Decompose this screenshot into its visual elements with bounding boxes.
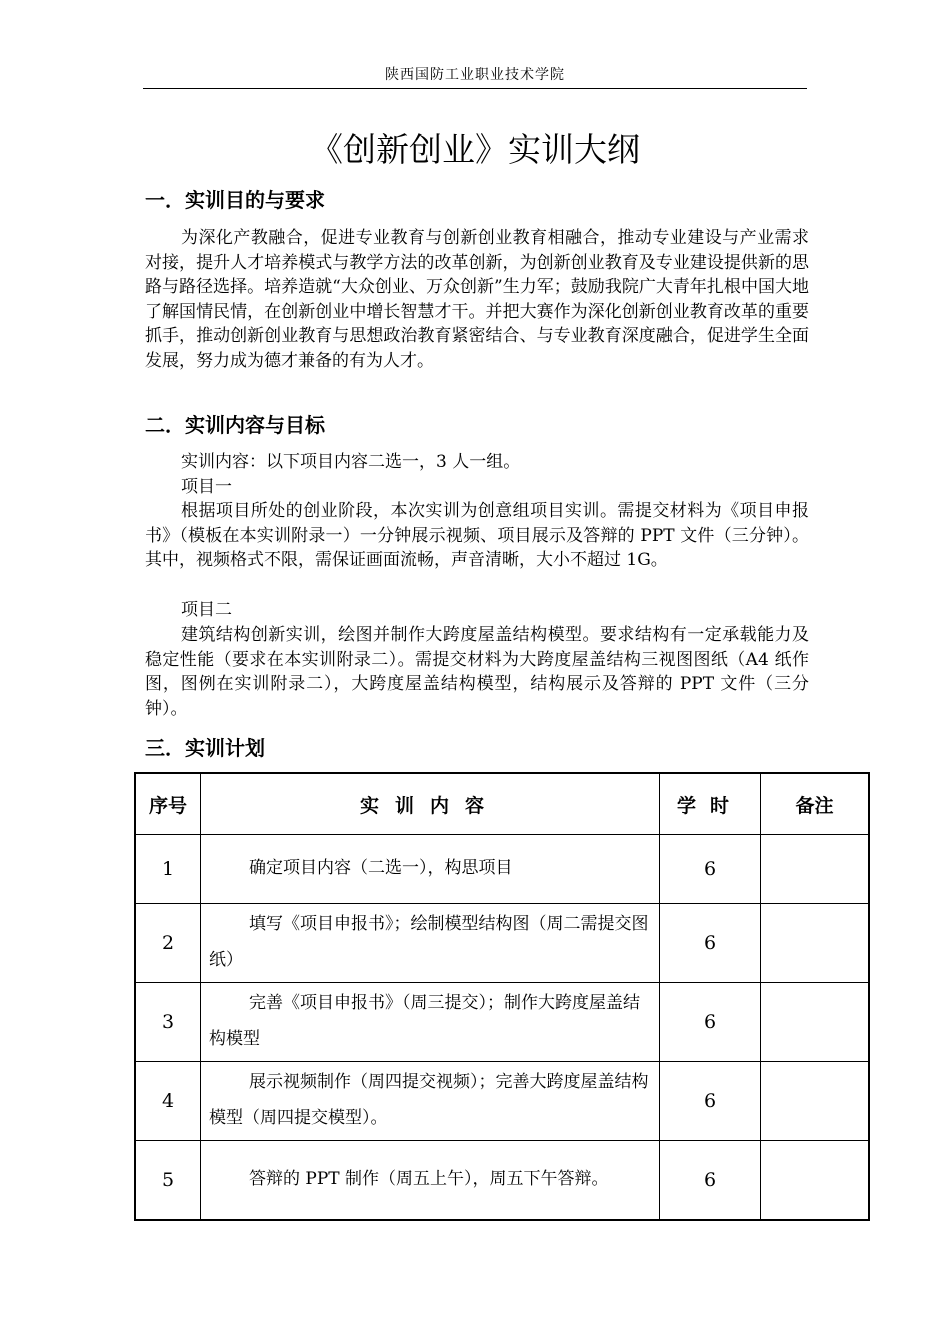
page-header-institution: 陕西国防工业职业技术学院 xyxy=(385,67,565,83)
header-hours: 学时 xyxy=(660,773,761,835)
row-note xyxy=(761,904,870,983)
section-1-body: 为深化产教融合，促进专业教育与创新创业教育相融合，推动专业建设与产业需求对接，提升人才培养模式与教学方法的改革创新，为创新创业教育及专业建设提供新的思路与路径选择。培养造就“大众创业、万众创新”生力军；鼓励我院广大青年扎根中国大地了解国情民情，在创新创业中增长智慧才干。并把大赛作为深化创新创业教育改革的重要抓手，推动创新创业教育与思想政治教育紧密结合、与专业教育深度融合，促进学生全面发展，努力成为德才兼备的有为人才。 xyxy=(145,228,809,371)
row-seq: 2 xyxy=(135,904,201,983)
section-1-heading: 一．实训目的与要求 xyxy=(145,188,325,212)
row-seq: 5 xyxy=(135,1141,201,1221)
row-hours: 6 xyxy=(660,1062,761,1141)
row-hours: 6 xyxy=(660,904,761,983)
table-row xyxy=(135,983,869,1062)
row-seq: 1 xyxy=(135,835,201,904)
row-content-text: 填写《项目申报书》；绘制模型结构图（周二需提交图纸） xyxy=(209,914,649,970)
header-note: 备注 xyxy=(761,773,870,835)
row-note xyxy=(761,835,870,904)
row-note xyxy=(761,983,870,1062)
header-content: 实训内容 xyxy=(201,773,660,835)
row-content xyxy=(201,835,660,904)
section-2-intro: 实训内容：以下项目内容二选一，3 人一组。 xyxy=(181,452,521,472)
row-content-text: 展示视频制作（周四提交视频）；完善大跨度屋盖结构模型（周四提交模型）。 xyxy=(209,1072,649,1128)
row-content xyxy=(201,904,660,983)
training-plan-table xyxy=(134,772,870,1221)
row-note xyxy=(761,1141,870,1221)
row-content xyxy=(201,983,660,1062)
project-1-label: 项目一 xyxy=(181,477,232,497)
row-content xyxy=(201,1062,660,1141)
row-content-text: 完善《项目申报书》（周三提交）；制作大跨度屋盖结构模型 xyxy=(209,993,640,1049)
project-1-body: 根据项目所处的创业阶段，本次实训为创意组项目实训。需提交材料为《项目申报书》（模板在本实训附录一）一分钟展示视频、项目展示及答辩的 PPT 文件（三分钟）。其中，视频格式不限，需保证画面流畅，声音清晰，大小不超过 1G。 xyxy=(145,501,809,570)
row-hours: 6 xyxy=(660,983,761,1062)
row-content-text: 确定项目内容（二选一），构思项目 xyxy=(249,858,513,878)
project-2-body: 建筑结构创新实训，绘图并制作大跨度屋盖结构模型。要求结构有一定承载能力及稳定性能（要求在本实训附录二）。需提交材料为大跨度屋盖结构三视图图纸（A4 纸作图，图例在实训附录二），大跨度屋盖结构模型，结构展示及答辩的 PPT 文件（三分钟）。 xyxy=(145,625,809,719)
table-header-row xyxy=(135,773,869,835)
row-content xyxy=(201,1141,660,1221)
row-hours: 6 xyxy=(660,1141,761,1221)
row-content-text: 答辩的 PPT 制作（周五上午），周五下午答辩。 xyxy=(249,1169,609,1189)
section-2-heading: 二．实训内容与目标 xyxy=(145,413,325,437)
table-row xyxy=(135,1141,869,1221)
section-3-heading: 三．实训计划 xyxy=(145,736,265,760)
row-seq: 4 xyxy=(135,1062,201,1141)
table-row xyxy=(135,904,869,983)
row-hours: 6 xyxy=(660,835,761,904)
table-row xyxy=(135,835,869,904)
table-row xyxy=(135,1062,869,1141)
document-title: 《创新创业》实训大纲 xyxy=(310,130,640,169)
project-2-label: 项目二 xyxy=(181,600,232,620)
row-note xyxy=(761,1062,870,1141)
row-seq: 3 xyxy=(135,983,201,1062)
header-divider xyxy=(143,88,807,89)
header-seq: 序号 xyxy=(135,773,201,835)
